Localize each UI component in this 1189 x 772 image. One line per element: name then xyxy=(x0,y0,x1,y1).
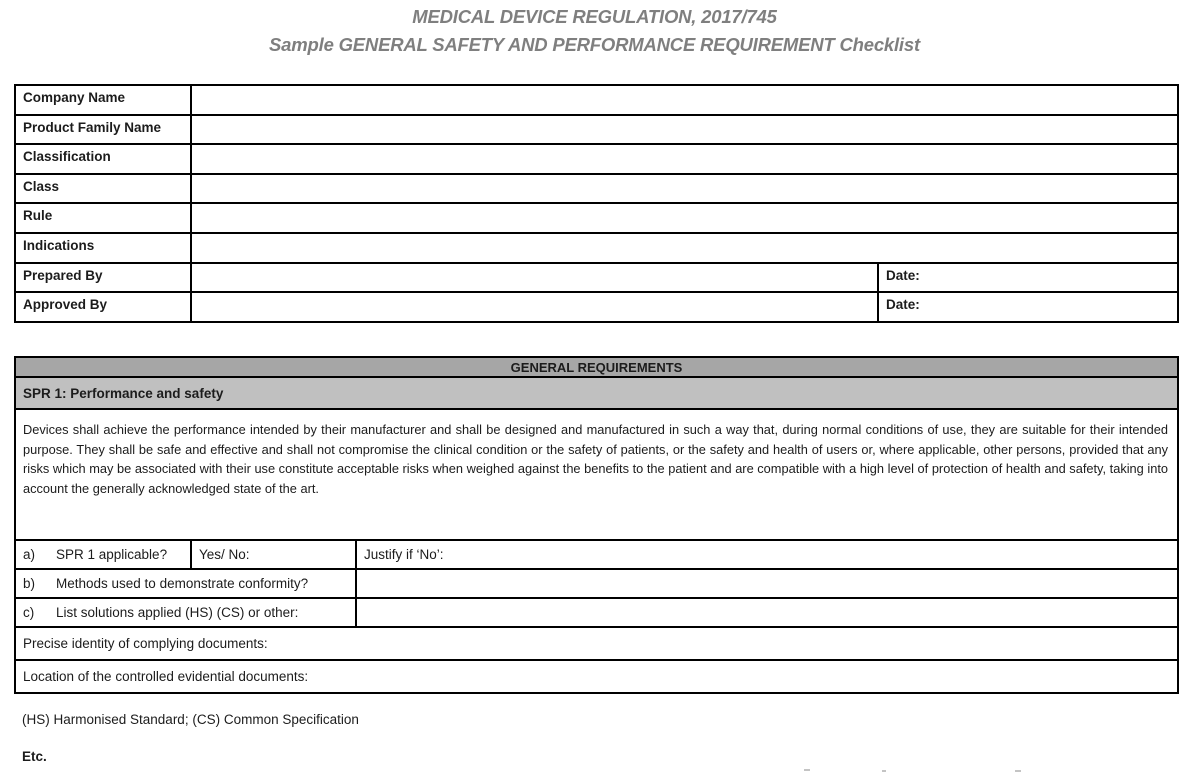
title-line-1: MEDICAL DEVICE REGULATION, 2017/745 xyxy=(412,6,777,27)
table-row xyxy=(15,569,1178,598)
product-family-name-label: Product Family Name xyxy=(15,115,191,145)
hs-cs-footnote: (HS) Harmonised Standard; (CS) Common Specification xyxy=(22,712,359,727)
rule-value-cell[interactable] xyxy=(191,203,1178,233)
table-row xyxy=(15,263,1178,293)
etc-label: Etc. xyxy=(22,749,47,764)
rule-label: Rule xyxy=(15,203,191,233)
class-value-cell[interactable] xyxy=(191,174,1178,204)
location-documents-field[interactable] xyxy=(15,660,1178,693)
item-b-letter: b) xyxy=(23,576,36,591)
classification-label: Classification xyxy=(15,144,191,174)
item-c-letter: c) xyxy=(23,605,35,620)
spr-description-cell xyxy=(15,409,1178,540)
precise-identity-field[interactable] xyxy=(15,627,1178,660)
approved-by-value-cell[interactable] xyxy=(191,292,878,322)
spr-title: SPR 1: Performance and safety xyxy=(15,377,1178,409)
item-b-text: Methods used to demonstrate conformity? xyxy=(56,576,309,591)
item-b-label-cell xyxy=(15,569,356,598)
section-header: GENERAL REQUIREMENTS xyxy=(15,357,1178,377)
prepared-by-value-cell[interactable] xyxy=(191,263,878,293)
item-c-text: List solutions applied (HS) (CS) or other: xyxy=(56,605,299,620)
company-name-label: Company Name xyxy=(15,85,191,115)
item-a-label-cell xyxy=(15,540,191,569)
table-row xyxy=(15,627,1178,660)
item-c-answer-cell[interactable] xyxy=(356,598,1178,627)
indications-label: Indications xyxy=(15,233,191,263)
approved-date-label: Date: xyxy=(886,297,920,313)
classification-value-cell[interactable] xyxy=(191,144,1178,174)
page-edge-artifact xyxy=(804,769,810,771)
class-label: Class xyxy=(15,174,191,204)
item-a-justify-field[interactable] xyxy=(356,540,1178,569)
item-a-text: SPR 1 applicable? xyxy=(56,547,168,562)
prepared-by-label: Prepared By xyxy=(15,263,191,293)
approved-date-field[interactable] xyxy=(878,292,1178,322)
table-row xyxy=(15,660,1178,693)
document-title xyxy=(0,3,1189,59)
table-row xyxy=(15,85,1178,115)
table-row xyxy=(15,357,1178,377)
table-row xyxy=(15,174,1178,204)
item-a-letter: a) xyxy=(23,547,36,562)
title-line-2: Sample GENERAL SAFETY AND PERFORMANCE REQUIREMENT Checklist xyxy=(269,34,920,55)
device-info-table xyxy=(14,84,1179,323)
precise-identity-label: Precise identity of complying documents: xyxy=(23,636,268,651)
location-documents-label: Location of the controlled evidential documents: xyxy=(23,669,309,684)
table-row xyxy=(15,203,1178,233)
justify-label: Justify if ‘No’: xyxy=(364,547,444,562)
table-row xyxy=(15,377,1178,409)
item-c-label-cell xyxy=(15,598,356,627)
table-row xyxy=(15,115,1178,145)
table-row xyxy=(15,292,1178,322)
approved-by-label: Approved By xyxy=(15,292,191,322)
general-requirements-table xyxy=(14,356,1179,694)
item-a-yes-no-field[interactable] xyxy=(191,540,356,569)
indications-value-cell[interactable] xyxy=(191,233,1178,263)
table-row xyxy=(15,598,1178,627)
prepared-date-field[interactable] xyxy=(878,263,1178,293)
company-name-value-cell[interactable] xyxy=(191,85,1178,115)
table-row xyxy=(15,233,1178,263)
product-family-name-value-cell[interactable] xyxy=(191,115,1178,145)
table-row xyxy=(15,409,1178,540)
prepared-date-label: Date: xyxy=(886,267,920,283)
table-row xyxy=(15,540,1178,569)
yes-no-label: Yes/ No: xyxy=(199,547,250,562)
spr-description: Devices shall achieve the performance intended by their manufacturer and shall be designed and manufactured in such a way that, during normal conditions of use, they are suitable for their intended purpose. They shall be safe and effective and shall not compromise the clinical condition or the safety of patients, or the safety and health of users or, where applicable, other persons, provided that any risks which may be associated with their use constitute acceptable risks when weighed against the benefits to the patient and are compatible with a high level of protection of health and safety, taking into account the generally acknowledged state of the art. xyxy=(23,422,1169,496)
table-row xyxy=(15,144,1178,174)
item-b-answer-cell[interactable] xyxy=(356,569,1178,598)
